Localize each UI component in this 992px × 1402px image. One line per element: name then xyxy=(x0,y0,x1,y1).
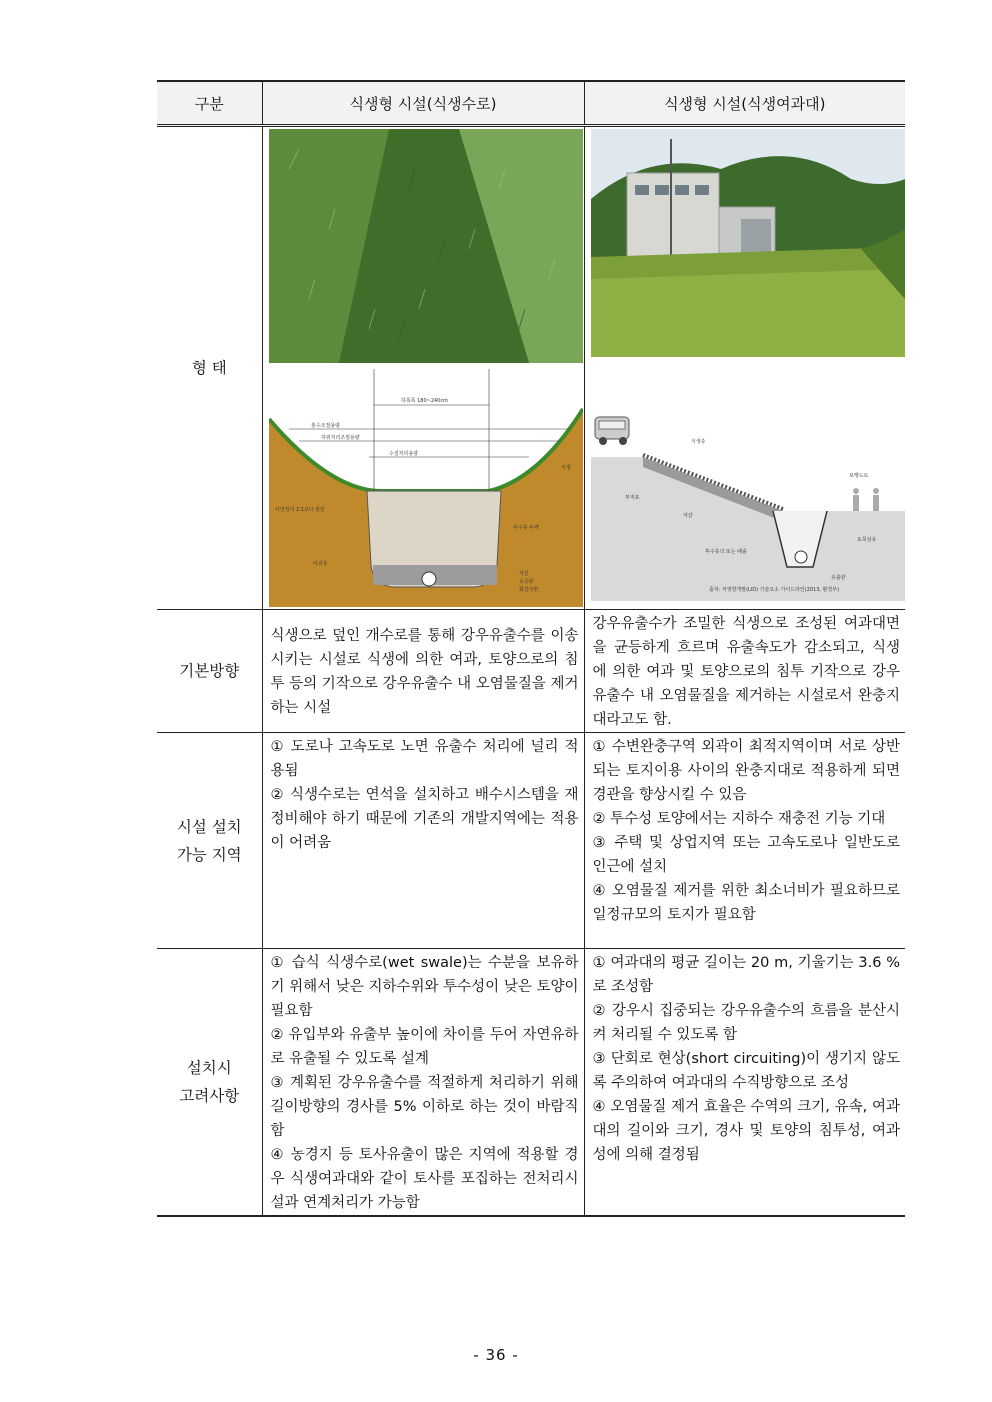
row-label-basic-direction: 기본방향 xyxy=(157,610,262,733)
list-item: ① 습식 식생수로(wet swale)는 수분을 보유하기 위해서 낮은 지하수위와 투수성이 낮은 토양이 필요함 xyxy=(270,955,579,1019)
lower-volume-label: 하위처리조절용량 xyxy=(320,435,360,441)
filter-strip-cross-section-diagram xyxy=(591,407,905,601)
geotextile-label: 토목섬유 xyxy=(856,537,876,543)
header-vegetated-swale: 식생형 시설(식생수로) xyxy=(262,81,584,126)
filter-strip-considerations xyxy=(584,949,905,1217)
gravel-label-strip: 자갈 xyxy=(682,513,693,519)
filter-layer-label: 여과층 xyxy=(312,561,327,567)
list-item: ② 강우시 집중되는 강우유출수의 흐름을 분산시켜 처리될 수 있도록 함 xyxy=(592,1003,900,1043)
list-item: ③ 단회로 현상(short circuiting)이 생기지 않도록 주의하여 여과대의 수직방향으로 조성 xyxy=(592,1051,900,1091)
table-row-install-area xyxy=(157,733,905,949)
permeable-layer-label-strip: 투수층의 또는 배출 xyxy=(704,549,747,555)
table-row-form xyxy=(157,126,905,610)
row-label-install-area: 시설 설치 가능 지역 xyxy=(157,733,262,949)
perforated-pipe-label: 유공관 xyxy=(518,579,533,585)
ground-label: 화강지반 xyxy=(518,587,538,593)
gravel-label: 자갈 xyxy=(518,571,529,577)
list-item: ① 도로나 고속도로 노면 유출수 처리에 널리 적용됨 xyxy=(270,739,579,779)
walkway-label: 보행도로 xyxy=(848,473,868,479)
list-item: ③ 계획된 강우유출수를 적절하게 처리하기 위해 길이방향의 경사를 5% 이하로 하는 것이 바람직함 xyxy=(270,1075,579,1139)
swale-considerations xyxy=(262,949,584,1217)
swale-width-label: 하폭폭 180~240cm xyxy=(400,398,448,404)
vegetation-layer-label: 식생층 xyxy=(690,439,705,445)
row-label-form: 형 태 xyxy=(157,126,262,610)
list-item: ② 식생수로는 연석을 설치하고 배수시스템을 재정비해야 하기 때문에 기존의 개발지역에는 적용이 어려움 xyxy=(270,787,579,851)
header-vegetated-filter-strip: 식생형 시설(식생여과대) xyxy=(584,81,905,126)
swale-basic-direction: 식생으로 덮인 개수로를 통해 강우유출수를 이송시키는 시설로 식생에 의한 여과, 토양으로의 침투 등의 기작으로 강우유출수 내 오염물질을 제거하는 시설 xyxy=(262,610,584,733)
facility-table xyxy=(157,80,905,1217)
list-item: ② 유입부와 유출부 높이에 차이를 두어 자연유하로 유출될 수 있도록 설계 xyxy=(270,1027,579,1067)
filter-strip-install-area xyxy=(584,733,905,949)
list-item: ④ 오염물질 제거 효율은 수역의 크기, 유속, 여과대의 길이와 크기, 경사 및 토양의 침투성, 여과성에 의해 결정됨 xyxy=(592,1099,900,1163)
swale-cross-section-diagram xyxy=(269,369,583,607)
outflow-pipe-label: 유출관 xyxy=(830,575,845,581)
filter-strip-photo xyxy=(591,129,905,357)
flood-volume-label: 홍수조절용량 xyxy=(310,423,340,429)
row-label-considerations: 설치시 고려사항 xyxy=(157,949,262,1217)
header-category: 구분 xyxy=(157,81,262,126)
swale-photo xyxy=(269,129,583,363)
list-item: ③ 주택 및 상업지역 또는 고속도로나 일반도로 인근에 설치 xyxy=(592,835,900,875)
diagram-source: 출처: 저영향개발(LID) 기술요소 가이드라인(2013, 환경부) xyxy=(708,587,839,593)
water-quality-volume-label: 수질처리용량 xyxy=(388,451,418,457)
slope-label: 사면경사 2:1보다 완만 xyxy=(274,507,325,513)
list-item: ① 여과대의 평균 길이는 20 m, 기울기는 3.6 %로 조성함 xyxy=(592,955,900,995)
filter-strip-basic-direction: 강우유출수가 조밀한 식생으로 조성된 여과대면을 균등하게 흐르며 유출속도가 감소되고, 식생에 의한 여과 및 토양으로의 침투 기작으로 강우유출수 내 오염물질을 제거하는 시설로서 완충지대라고도 함. xyxy=(584,610,905,733)
table-row-basic-direction xyxy=(157,610,905,733)
vegetation-label: 식생 xyxy=(560,465,571,471)
list-item: ④ 오염물질 제거를 위한 최소너비가 필요하므로 일정규모의 토지가 필요함 xyxy=(592,883,900,923)
table-header-row xyxy=(157,81,905,126)
swale-images xyxy=(262,126,584,610)
list-item: ② 투수성 토양에서는 지하수 재충전 기능 기대 xyxy=(592,811,886,827)
table-row-considerations xyxy=(157,949,905,1217)
swale-install-area xyxy=(262,733,584,949)
nonwoven-label: 부직포 xyxy=(624,495,639,501)
list-item: ① 수변완충구역 외곽이 최적지역이며 서로 상반되는 토지이용 사이의 완충지대로 적용하게 되면 경관을 향상시킬 수 있음 xyxy=(592,739,900,803)
permeable-layer-label: 투수층 두께 xyxy=(512,525,539,531)
page-number: - 36 - xyxy=(473,1346,519,1364)
filter-strip-images xyxy=(584,126,905,610)
list-item: ④ 농경지 등 토사유출이 많은 지역에 적용할 경우 식생여과대와 같이 토사를 포집하는 전처리시설과 연계처리가 가능함 xyxy=(270,1147,579,1211)
